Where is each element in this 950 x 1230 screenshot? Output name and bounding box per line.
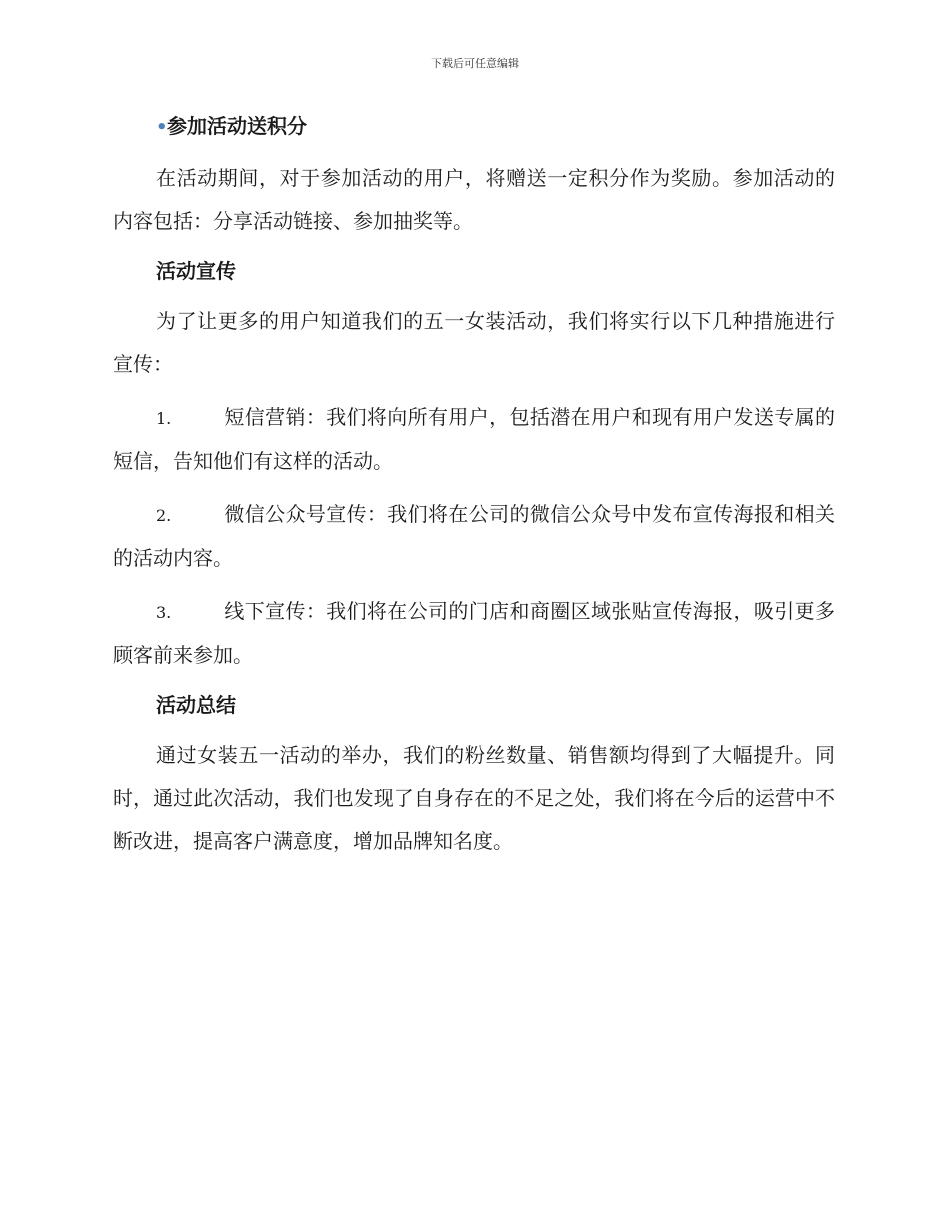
promotion-intro-paragraph: 为了让更多的用户知道我们的五一女装活动，我们将实行以下几种措施进行宣传： xyxy=(113,309,835,376)
document-body xyxy=(113,108,835,863)
list-item-number: 1. xyxy=(156,409,172,428)
bullet-icon: • xyxy=(156,117,168,138)
points-paragraph: 在活动期间，对于参加活动的用户，将赠送一定积分作为奖励。参加活动的内容包括：分享活动链接、参加抽奖等。 xyxy=(113,166,835,233)
list-item xyxy=(113,493,835,580)
list-item-text: 微信公众号宣传：我们将在公司的微信公众号中发布宣传海报和相关的活动内容。 xyxy=(113,502,835,570)
list-item xyxy=(113,396,835,483)
list-item-number: 2. xyxy=(156,506,172,525)
section-heading-points-label: 参加活动送积分 xyxy=(167,114,307,138)
list-item-text: 短信营销：我们将向所有用户，包括潜在用户和现有用户发送专属的短信，告知他们有这样的活动。 xyxy=(113,405,835,473)
summary-paragraph: 通过女装五一活动的举办，我们的粉丝数量、销售额均得到了大幅提升。同时，通过此次活动，我们也发现了自身存在的不足之处，我们将在今后的运营中不断改进，提高客户满意度，增加品牌知名度。 xyxy=(113,743,835,853)
page-header: 下载后可任意编辑 xyxy=(431,57,519,70)
section-heading-promotion: 活动宣传 xyxy=(156,259,236,283)
section-heading-summary: 活动总结 xyxy=(156,693,236,717)
list-item-number: 3. xyxy=(156,603,172,622)
section-heading-points xyxy=(113,108,835,146)
list-item xyxy=(113,590,835,677)
list-item-text: 线下宣传：我们将在公司的门店和商圈区域张贴宣传海报，吸引更多顾客前来参加。 xyxy=(113,599,835,667)
